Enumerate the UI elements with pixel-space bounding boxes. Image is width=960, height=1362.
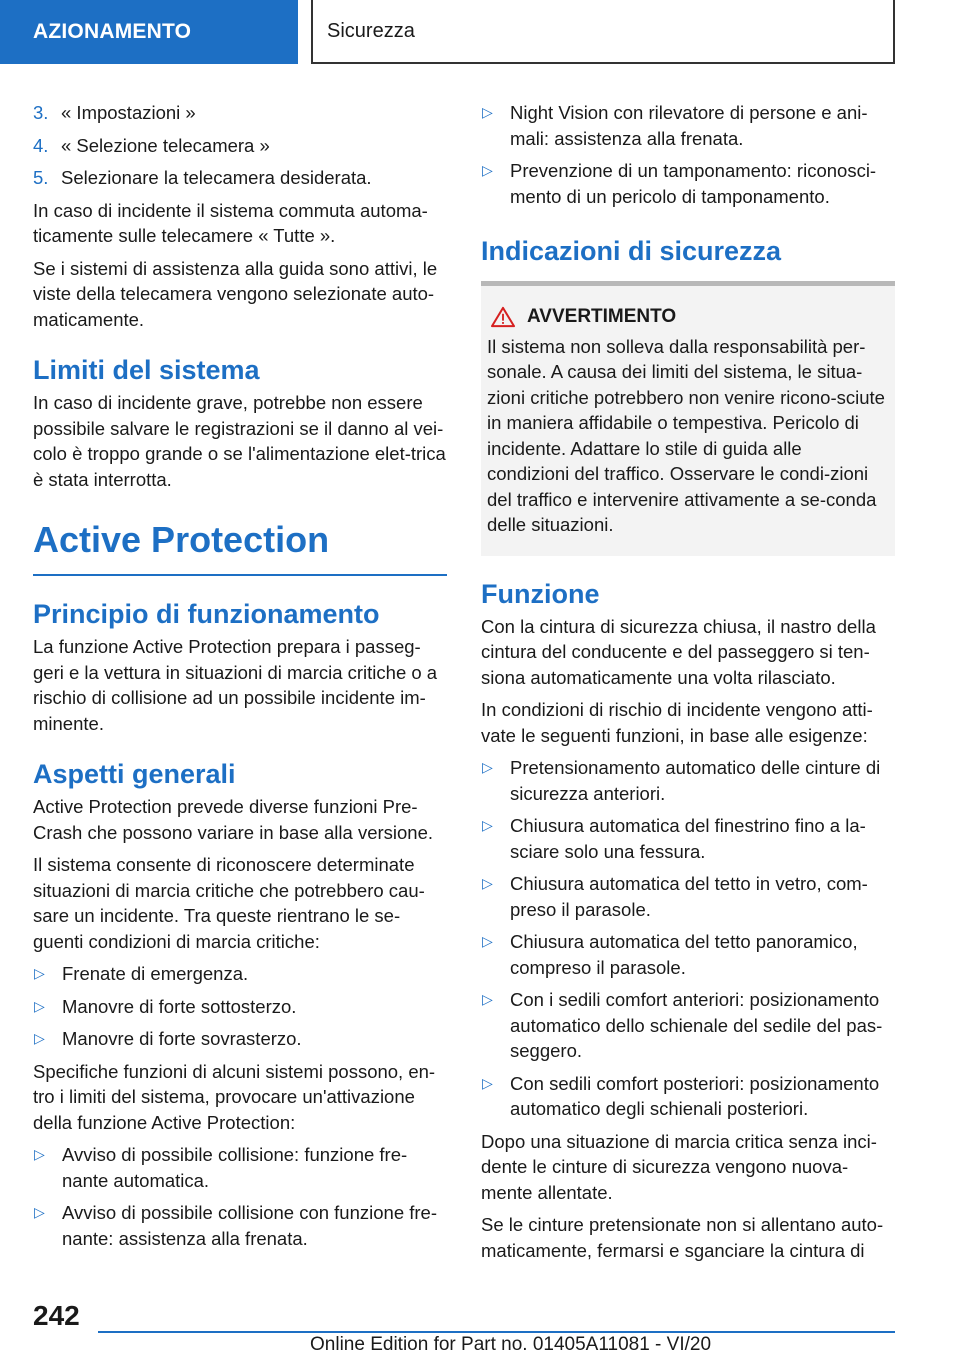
- list-item-text: Frenate di emergenza.: [62, 963, 249, 984]
- triangle-bullet-icon: ▷: [482, 817, 493, 833]
- paragraph: Specifiche funzioni di alcuni sistemi possono, en-tro i limiti del sistema, provocare un'attivazione della funzione Active Protection:: [33, 1060, 436, 1133]
- triangle-bullet-icon: ▷: [34, 965, 45, 981]
- paragraph: In condizioni di rischio di incidente vengono atti-vate le seguenti funzioni, in base alle esigenze:: [481, 699, 873, 746]
- step-text: « Impostazioni »: [61, 102, 196, 123]
- list-item: [33, 1142, 447, 1193]
- paragraph: Se le cinture pretensionate non si allentano auto-maticamente, fermarsi e sganciare la cintura di: [481, 1214, 884, 1261]
- section-header: [311, 0, 895, 64]
- list-item-text: Night Vision con rilevatore di persone e ani-mali: assistenza alla frenata.: [510, 102, 868, 149]
- triangle-bullet-icon: ▷: [34, 1204, 45, 1220]
- list-item-text: Avviso di possibile collisione con funzione fre-nante: assistenza alla frenata.: [62, 1202, 437, 1249]
- triangle-bullet-icon: ▷: [482, 1074, 493, 1091]
- paragraph: Dopo una situazione di marcia critica senza inci-dente le cinture di sicurezza vengono nuova-mente allentate.: [481, 1130, 877, 1203]
- list-item-text: Chiusura automatica del finestrino fino a la-sciare solo una fessura.: [510, 815, 866, 862]
- chapter-title: AZIONAMENTO: [33, 20, 192, 43]
- step-item: [33, 133, 447, 159]
- section-title: Sicurezza: [327, 19, 415, 42]
- list-item-text: Con i sedili comfort anteriori: posizionamento automatico dello schienale del sedile del pas-seggero.: [510, 989, 883, 1061]
- warning-title: [487, 304, 889, 330]
- triangle-bullet-icon: ▷: [34, 997, 45, 1014]
- paragraph: Il sistema consente di riconoscere determinate situazioni di marcia critiche che potrebbero cau-sare un incidente. Tra queste rientrano le se-guenti condizioni di marcia critiche:: [33, 854, 425, 952]
- list-item-text: Manovre di forte sovrasterzo.: [62, 1028, 302, 1049]
- list-item: [481, 987, 895, 1064]
- right-column: [481, 100, 895, 1270]
- step-number: 4.: [33, 134, 49, 156]
- list-item-text: Con sedili comfort posteriori: posizionamento automatico degli schienali posteriori.: [510, 1072, 880, 1119]
- step-item: [33, 100, 447, 126]
- triangle-bullet-icon: ▷: [482, 933, 493, 949]
- page-number: 242: [33, 1300, 80, 1331]
- warning-box: [481, 286, 895, 556]
- list-item: [481, 755, 895, 806]
- list-item: [33, 994, 447, 1020]
- heading-principle: Principio di funzionamento: [33, 599, 380, 629]
- list-item-text: Chiusura automatica del tetto in vetro, com-preso il parasole.: [510, 873, 868, 920]
- paragraph: Active Protection prevede diverse funzioni Pre-Crash che possono variare in base alla versione.: [33, 796, 434, 843]
- list-item: [33, 1026, 447, 1052]
- left-column: [33, 100, 447, 1258]
- list-item-text: Prevenzione di un tamponamento: riconosci-mento di un pericolo di tamponamento.: [510, 160, 877, 207]
- list-item: [481, 929, 895, 980]
- triangle-bullet-icon: ▷: [482, 162, 493, 178]
- warning-title-text: AVVERTIMENTO: [527, 306, 677, 327]
- step-text: Selezionare la telecamera desiderata.: [61, 167, 372, 188]
- chapter-tab: [0, 0, 298, 64]
- triangle-bullet-icon: ▷: [34, 1030, 45, 1046]
- triangle-bullet-icon: ▷: [482, 875, 493, 891]
- heading-limits: Limiti del sistema: [33, 355, 260, 385]
- list-item: [481, 1071, 895, 1122]
- list-item: [481, 871, 895, 922]
- edition-text: Online Edition for Part no. 01405A11081 - VI/20: [310, 1334, 712, 1355]
- list-item-text: Chiusura automatica del tetto panoramico, compreso il parasole.: [510, 931, 858, 978]
- paragraph: In caso di incidente il sistema commuta automa-ticamente sulle telecamere « Tutte ».: [33, 199, 428, 246]
- triangle-bullet-icon: ▷: [482, 759, 493, 775]
- paragraph: La funzione Active Protection prepara i passeg-geri e la vettura in situazioni di marcia critiche o a rischio di collisione ad un possibile incidente im-minente.: [33, 636, 438, 734]
- list-item: [481, 813, 895, 864]
- heading-active-protection: Active Protection: [33, 518, 447, 576]
- list-item-text: Pretensionamento automatico delle cinture di sicurezza anteriori.: [510, 757, 881, 804]
- list-item-text: Manovre di forte sottosterzo.: [62, 995, 297, 1017]
- paragraph: In caso di incidente grave, potrebbe non essere possibile salvare le registrazioni se il danno al vei-colo è troppo grande o se l'alimentazione elet-trica è stata interrotta.: [33, 392, 446, 490]
- step-text: « Selezione telecamera »: [61, 134, 270, 156]
- step-item: [33, 165, 447, 191]
- list-item: [481, 158, 895, 209]
- heading-general: Aspetti generali: [33, 759, 236, 789]
- triangle-bullet-icon: ▷: [482, 104, 493, 120]
- triangle-bullet-icon: ▷: [482, 991, 493, 1007]
- paragraph: Se i sistemi di assistenza alla guida sono attivi, le viste della telecamera vengono selezionate auto-maticamente.: [33, 257, 438, 330]
- list-item-text: Avviso di possibile collisione: funzione fre-nante automatica.: [62, 1144, 408, 1191]
- list-item: [33, 1200, 447, 1251]
- list-item: [481, 100, 895, 151]
- heading-function: Funzione: [481, 578, 600, 609]
- warning-triangle-icon: [489, 306, 517, 328]
- list-item: [33, 961, 447, 987]
- step-number: 5.: [33, 167, 49, 188]
- warning-text: Il sistema non solleva dalla responsabilità per-sonale. A causa dei limiti del sistema, le situa-zioni critiche potrebbero non venire ricono-sciute in maniera affidabile o tempestiva. Pericolo di incidente. Adattare lo stile di guida alle condizioni del traffico. Osservare le condi-zioni del traffico e intervenire attivamente a se-conda delle situazioni.: [487, 335, 885, 535]
- triangle-bullet-icon: ▷: [34, 1146, 45, 1162]
- paragraph: Con la cintura di sicurezza chiusa, il nastro della cintura del conducente e del passeggero si ten-siona automaticamente una volta rilasciato.: [481, 615, 876, 688]
- step-number: 3.: [33, 102, 49, 123]
- footer-divider: [98, 1331, 895, 1333]
- heading-safety: Indicazioni di sicurezza: [481, 236, 782, 266]
